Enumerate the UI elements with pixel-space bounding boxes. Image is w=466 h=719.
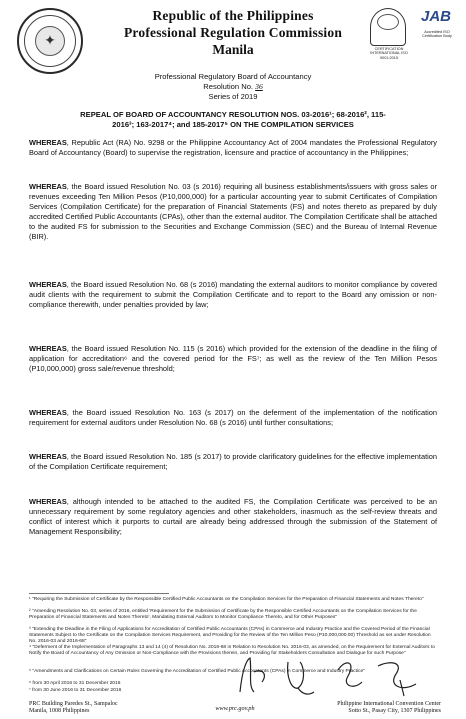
- whereas-paragraph-6: WHEREAS, the Board issued Resolution No. 185 (s 2017) to provide clarificatory guidelines for the effective implementation of the Compilation Certificate requirement;: [29, 452, 437, 471]
- whereas-paragraph-7: WHEREAS, although intended to be attached to the audited FS, the Compilation Certificate was perceived to be an unnecessary requirement by some regulatory agencies and other stakeholders, inasmuch as the self-review threats and conflict of interest which it purports to curtail are already being addressed through the submission of the Statement of Management Responsibility;: [29, 497, 437, 536]
- footer-website-link[interactable]: www.prc.gov.ph: [215, 705, 255, 712]
- whereas-paragraph-2: WHEREAS, the Board issued Resolution No. 03 (s 2016) requiring all business establishments/issuers with gross sales or revenues exceeding Ten Million Pesos (P10,000,000) for a particular accounting year to submit Certificates of Compilation Services (Compilation Certificate) for the preparation of Financial Statements (FS) and notes thereto as prepared by duly accredited Certified Public Accountants (CPAs), other than the external auditor. The Compilation Certificate shall be attached to the audited FS for submission to the Securities and Exchange Commission (SEC) and the Bureau of Internal Revenue (BIR).: [29, 182, 437, 241]
- footnote-4: ⁴ "Deferment of the Implementation of Paragraphs 13 and 14 (4) of Resolution No. 2016-68 in Relation to Resolution No. 2016-03, as amended, on the Requirement for External Auditors to Notify the Board of Accountancy of Any Omission or Non-Compliance with the Provisions therein, and Providing for Stakeholders Consultation and Dialogue for such Purpose": [29, 645, 435, 656]
- document-title: [30, 110, 436, 130]
- title-line-1: REPEAL OF BOARD OF ACCOUNTANCY RESOLUTION NOS. 03-2016¹; 68-2016², 115-: [80, 110, 386, 119]
- resolution-line: [0, 82, 466, 91]
- series-line: Series of 2019: [208, 92, 258, 101]
- certification-badge-text: CERTIFICATION INTERNATIONAL ISO 9001:2015: [370, 47, 408, 60]
- footnote-3: ³ "Extending the Deadline in the Filing of Applications for Accreditation of Certified Public Accountants (CPAs) in Commerce and Industry Practice and the Covered Period of the Financial Statements Subject to the Certificate on the Compilation Services Requirement, and Providing for the Review of the Ten Million Peso (P10,000,000.00) Threshold as set under Resolution No. 2016-03 and 2016-68": [29, 627, 431, 644]
- jab-logo: JAB: [420, 8, 451, 25]
- whereas-paragraph-4: WHEREAS, the Board issued Resolution No. 115 (s 2016) which provided for the extension of the deadline in the filing of application for accreditation⁶ and the covered period for the FS⁷; as well as the review of the Ten Million Pesos (P10,000,000) gross sale/revenue threshold;: [29, 344, 437, 373]
- title-line-2: 2016³; 163-2017⁴; and 185-2017⁵ ON THE COMPILATION SERVICES: [112, 120, 354, 129]
- certification-badge-icon: [370, 8, 406, 46]
- footnote-1: ¹ "Requiring the Submission of Certificate by the Responsible Certified Public Accountants on the Compilation Services for the Preparation of Financial Statements and Notes Thereto": [29, 597, 424, 602]
- prc-seal-logo: ✦: [17, 8, 83, 74]
- whereas-paragraph-3: WHEREAS, the Board issued Resolution No. 68 (s 2016) mandating the external auditors to monitor compliance by covered audit clients with the requirement to submit the Compilation Certificate and to report to the Board any omission or non-compliance therewith, under penalties provided by law;: [29, 280, 437, 309]
- whereas-paragraph-1: WHEREAS, Republic Act (RA) No. 9298 or the Philippine Accountancy Act of 2004 mandates the Professional Regulatory Board of Accountancy (Board) to supervise the registration, licensure and practice of accountancy in the Philippines;: [29, 138, 437, 157]
- resolution-label: Resolution No.: [203, 82, 254, 91]
- footnote-2: ² "Amending Resolution No. 03, series of 2016, entitled 'Requirement for the Submission of Certificate by the Responsible Certified Accountants on the Compilation Services for the Preparation of Financial Statements and Notes Thereto', Mandating External Auditors to Monitor Compliance Thereto, and for Other Purposes": [29, 609, 417, 620]
- footer-address-right: Philippine International Convention Center Sotto St., Pasay City, 1307 Philippines: [337, 701, 441, 714]
- jab-text: Accredited ISO Certification Body: [422, 30, 452, 39]
- footnote-5: ⁵ "Amendments and Clarifications on Certain Rules Governing the Accreditation of Certified Public Accountants (CPAs) in Commerce and Industry Practice": [29, 669, 365, 674]
- footnote-divider: [29, 593, 169, 594]
- whereas-paragraph-5: WHEREAS, the Board issued Resolution No. 163 (s 2017) on the deferment of the implementation of the notification requirement for external auditors under Resolution No. 68 (s 2016) until further consultations;: [29, 408, 437, 427]
- signature-initials-image: [228, 652, 428, 700]
- resolution-number: 36: [255, 82, 263, 91]
- board-name: Professional Regulatory Board of Accountancy: [154, 72, 312, 81]
- header-commission: Professional Regulation Commission: [123, 25, 343, 40]
- footnote-6: ⁶ from 30 April 2016 to 31 December 2016: [29, 681, 121, 686]
- header-city: Manila: [212, 42, 254, 57]
- footer-address-left: PRC Building Paredes St., Sampaloc Manila, 1008 Philippines: [29, 701, 118, 714]
- header-republic: Republic of the Philippines: [152, 8, 314, 23]
- footnote-7: ⁷ from 30 June 2016 to 31 December 2016: [29, 688, 122, 693]
